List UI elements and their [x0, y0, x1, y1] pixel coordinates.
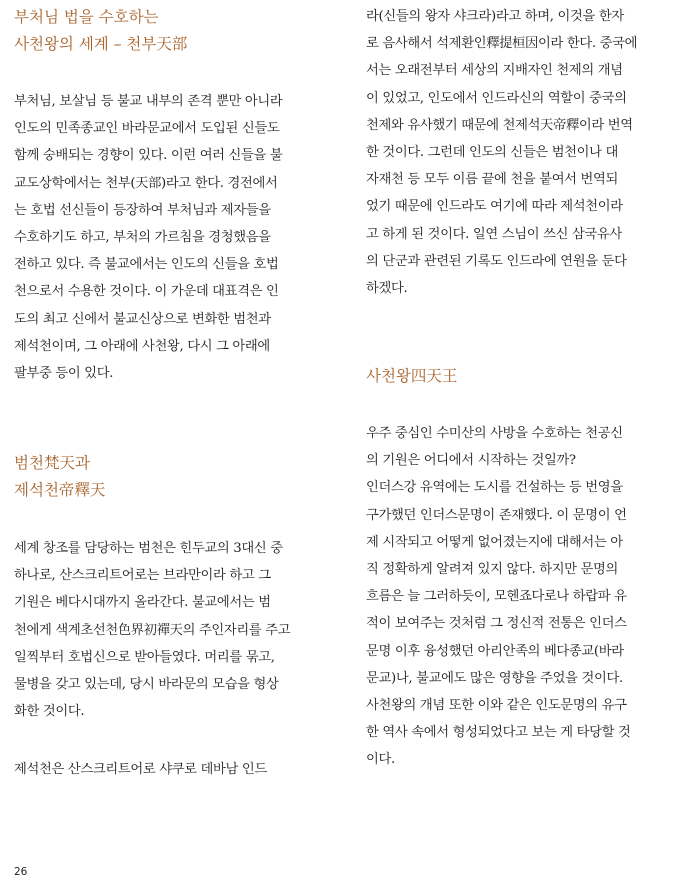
text-line: 팔부중 등이 있다. — [14, 366, 114, 382]
text-line: 고 하게 된 것이다. 일연 스님이 쓰신 삼국유사 — [366, 226, 622, 242]
text-line: 라(신들의 왕자 샤크라)라고 하며, 이것을 한자 — [366, 9, 624, 24]
text-line: 제석천은 산스크리트어로 샤쿠로 데바남 인드 — [14, 762, 267, 777]
text-line: 도의 최고 신에서 불교신상으로 변화한 범천과 — [14, 311, 271, 327]
text-line: 었기 때문에 인드라도 여기에 따라 제석천이라 — [366, 199, 623, 215]
text-line: 사천왕의 개념 또한 이와 같은 인도문명의 유구 — [366, 698, 627, 714]
text-line: 서는 오래전부터 세상의 지배자인 천제의 개념 — [366, 63, 623, 79]
text-line: 일찍부터 호법신으로 받아들였다. 머리를 묶고, — [14, 649, 275, 665]
text-line: 수호하기도 하고, 부처의 가르침을 경청했음을 — [14, 230, 271, 246]
text-line: 한 역사 속에서 형성되었다고 보는 게 타당할 것 — [366, 725, 631, 741]
paragraph-devas-intro — [14, 88, 282, 387]
heading-line: 부처님 법을 수호하는 — [14, 8, 159, 26]
text-line: 물병을 갖고 있는데, 당시 바라문의 모습을 형상 — [14, 677, 279, 693]
text-line: 세계 창조를 담당하는 범천은 힌두교의 3대신 중 — [14, 541, 283, 556]
text-line: 기원은 베다시대까지 올라간다. 불교에서는 범 — [14, 595, 271, 611]
text-line: 하겠다. — [366, 281, 408, 297]
text-line: 제석천이며, 그 아래에 사천왕, 다시 그 아래에 — [14, 338, 270, 354]
paragraph-indra-continued — [366, 3, 637, 302]
text-line: 의 기원은 어디에서 시작하는 것일까? — [366, 453, 576, 469]
text-line: 적이 보여주는 것처럼 그 정신적 전통은 인더스 — [366, 616, 627, 632]
text-line: 부처님, 보살님 등 불교 내부의 존격 뿐만 아니라 — [14, 94, 283, 109]
text-line: 우주 중심인 수미산의 사방을 수호하는 천공신 — [366, 426, 623, 441]
text-line: 천으로서 수용한 것이다. 이 가운데 대표격은 인 — [14, 284, 279, 300]
text-line: 흐름은 늘 그러하듯이, 모헨죠다로나 하랍파 유 — [366, 589, 627, 605]
paragraph-indra-start — [14, 756, 267, 783]
text-line: 는 호법 선신들이 등장하여 부처님과 제자들을 — [14, 202, 271, 218]
text-line: 하나로, 산스크리트어로는 브라만이라 하고 그 — [14, 568, 271, 584]
text-line: 전하고 있다. 즉 불교에서는 인도의 신들을 호법 — [14, 257, 279, 273]
text-line: 천제와 유사했기 때문에 천제석天帝釋이라 번역 — [366, 117, 633, 133]
text-line: 천에게 색계초선천色界初禪天의 주인자리를 주고 — [14, 622, 291, 638]
text-line: 문명 이후 융성했던 아리안족의 베다종교(바라 — [366, 643, 624, 659]
heading-line: 제석천帝釋天 — [14, 481, 106, 499]
text-line: 로 음사해서 석제환인釋提桓因이라 한다. 중국에 — [366, 36, 638, 52]
text-line: 함께 숭배되는 경향이 있다. 이런 여러 신들을 불 — [14, 148, 283, 164]
paragraph-four-heavenly-kings — [366, 420, 631, 774]
text-line: 제 시작되고 어떻게 없어졌는지에 대해서는 아 — [366, 534, 623, 550]
text-line: 교도상학에서는 천부(天部)라고 한다. 경전에서 — [14, 175, 278, 191]
text-line: 직 정확하게 알려져 있지 않다. 하지만 문명의 — [366, 562, 619, 578]
paragraph-brahma — [14, 535, 290, 725]
text-line: 인더스강 유역에는 도시를 건설하는 등 번영을 — [366, 480, 623, 496]
text-line: 이 있었고, 인도에서 인드라신의 역할이 중국의 — [366, 90, 627, 106]
text-line: 자재천 등 모두 이름 끝에 천을 붙여서 번역되 — [366, 172, 619, 188]
text-line: 구가했던 인더스문명이 존재했다. 이 문명이 언 — [366, 507, 627, 523]
section-heading-heavenly-kings-world — [14, 4, 187, 58]
heading-line: 사천왕의 세계 – 천부天部 — [14, 35, 188, 53]
text-line: 한 것이다. 그런데 인도의 신들은 범천이나 대 — [366, 145, 619, 161]
text-line: 이다. — [366, 752, 395, 768]
text-line: 화한 것이다. — [14, 704, 85, 720]
text-line: 인도의 민족종교인 바라문교에서 도입된 신들도 — [14, 121, 280, 137]
section-heading-brahma-indra — [14, 450, 105, 504]
section-heading-four-heavenly-kings — [366, 363, 457, 390]
text-line: 문교)나, 불교에도 많은 영향을 주었을 것이다. — [366, 670, 623, 686]
text-line: 의 단군과 관련된 기록도 인드라에 연원을 둔다 — [366, 253, 627, 269]
page-number: 26 — [14, 866, 28, 878]
heading-line: 범천梵天과 — [14, 454, 90, 472]
heading-line: 사천왕四天王 — [366, 367, 458, 385]
